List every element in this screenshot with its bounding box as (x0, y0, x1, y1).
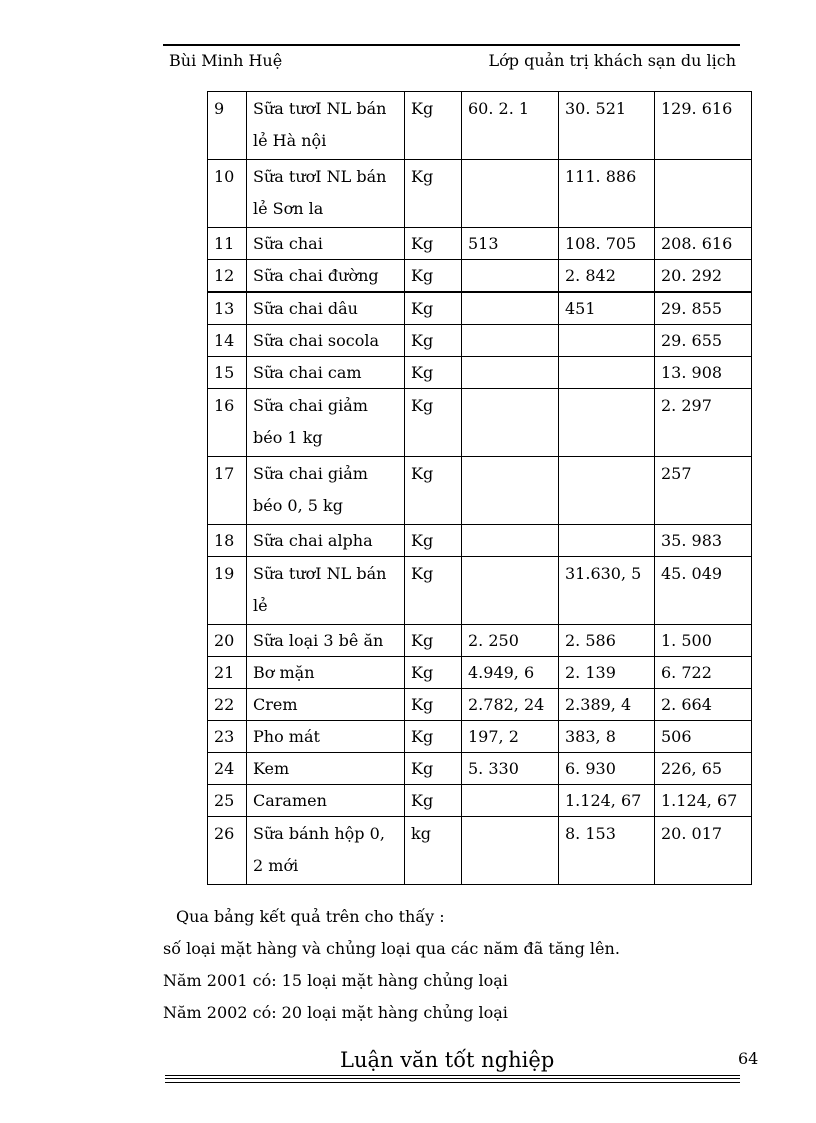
value-col2 (559, 357, 655, 389)
summary-line-2001: Năm 2001 có: 15 loại mặt hàng chủng loại (163, 971, 508, 990)
value-col3 (655, 160, 752, 228)
page-number: 64 (738, 1049, 759, 1068)
product-name: Sữa chai cam (247, 357, 405, 389)
value-col3: 1. 500 (655, 625, 752, 657)
value-col3: 226, 65 (655, 753, 752, 785)
product-name: Sữa chai alpha (247, 525, 405, 557)
value-col2 (559, 525, 655, 557)
table-row (208, 357, 752, 389)
table-row (208, 292, 752, 325)
table-row (208, 525, 752, 557)
value-col2: 383, 8 (559, 721, 655, 753)
row-number: 17 (208, 457, 247, 525)
unit: Kg (405, 785, 462, 817)
row-number: 16 (208, 389, 247, 457)
unit: Kg (405, 260, 462, 293)
value-col1 (462, 457, 559, 525)
value-col1 (462, 260, 559, 293)
row-number: 24 (208, 753, 247, 785)
page-header (163, 44, 740, 76)
table-row (208, 721, 752, 753)
row-number: 19 (208, 557, 247, 625)
product-name: Sữa loại 3 bê ăn (247, 625, 405, 657)
table-row (208, 753, 752, 785)
unit: Kg (405, 721, 462, 753)
value-col1 (462, 160, 559, 228)
header-course: Lớp quản trị khách sạn du lịch (488, 51, 736, 70)
product-name: Sữa tươI NL bán lẻ Hà nội (247, 92, 405, 160)
value-col1 (462, 817, 559, 885)
row-number: 23 (208, 721, 247, 753)
header-author: Bùi Minh Huệ (169, 51, 283, 70)
value-col3: 129. 616 (655, 92, 752, 160)
row-number: 22 (208, 689, 247, 721)
table-row (208, 785, 752, 817)
row-number: 14 (208, 325, 247, 357)
value-col3: 208. 616 (655, 228, 752, 260)
value-col2: 451 (559, 292, 655, 325)
value-col3: 45. 049 (655, 557, 752, 625)
value-col2: 108. 705 (559, 228, 655, 260)
unit: Kg (405, 525, 462, 557)
footer-rule (165, 1075, 740, 1083)
row-number: 25 (208, 785, 247, 817)
row-number: 20 (208, 625, 247, 657)
unit: Kg (405, 160, 462, 228)
unit: Kg (405, 657, 462, 689)
row-number: 12 (208, 260, 247, 293)
unit: Kg (405, 228, 462, 260)
product-name: Kem (247, 753, 405, 785)
table-row (208, 92, 752, 160)
table-row (208, 457, 752, 525)
value-col3: 20. 017 (655, 817, 752, 885)
unit: Kg (405, 457, 462, 525)
row-number: 21 (208, 657, 247, 689)
value-col2 (559, 457, 655, 525)
value-col3: 6. 722 (655, 657, 752, 689)
value-col3: 13. 908 (655, 357, 752, 389)
product-name: Sữa chai giảm béo 0, 5 kg (247, 457, 405, 525)
product-name: Sữa chai socola (247, 325, 405, 357)
value-col1: 2.782, 24 (462, 689, 559, 721)
value-col2 (559, 389, 655, 457)
value-col2: 2.389, 4 (559, 689, 655, 721)
value-col2: 8. 153 (559, 817, 655, 885)
value-col2: 2. 139 (559, 657, 655, 689)
value-col1: 197, 2 (462, 721, 559, 753)
value-col1 (462, 325, 559, 357)
value-col2: 2. 586 (559, 625, 655, 657)
row-number: 13 (208, 292, 247, 325)
value-col3: 20. 292 (655, 260, 752, 293)
table-row (208, 389, 752, 457)
summary-line-2002: Năm 2002 có: 20 loại mặt hàng chủng loại (163, 1003, 508, 1022)
value-col3: 35. 983 (655, 525, 752, 557)
value-col2 (559, 325, 655, 357)
product-name: Sữa bánh hộp 0, 2 mới (247, 817, 405, 885)
unit: Kg (405, 357, 462, 389)
unit: Kg (405, 625, 462, 657)
product-name: Pho mát (247, 721, 405, 753)
value-col3: 257 (655, 457, 752, 525)
table-row (208, 625, 752, 657)
product-table (207, 91, 752, 885)
value-col1 (462, 525, 559, 557)
table-row (208, 160, 752, 228)
product-name: Sữa chai (247, 228, 405, 260)
product-name: Bơ mặn (247, 657, 405, 689)
product-name: Sữa tươI NL bán lẻ (247, 557, 405, 625)
summary-intro: Qua bảng kết quả trên cho thấy : (176, 907, 445, 926)
unit: Kg (405, 389, 462, 457)
unit: Kg (405, 325, 462, 357)
table-row (208, 557, 752, 625)
summary-line-growth: số loại mặt hàng và chủng loại qua các năm đã tăng lên. (163, 939, 620, 958)
row-number: 11 (208, 228, 247, 260)
value-col3: 2. 297 (655, 389, 752, 457)
row-number: 26 (208, 817, 247, 885)
product-name: Sữa chai giảm béo 1 kg (247, 389, 405, 457)
value-col1: 513 (462, 228, 559, 260)
unit: kg (405, 817, 462, 885)
value-col1 (462, 357, 559, 389)
product-name: Crem (247, 689, 405, 721)
table-row (208, 657, 752, 689)
value-col2: 1.124, 67 (559, 785, 655, 817)
table-row (208, 689, 752, 721)
unit: Kg (405, 753, 462, 785)
table-row (208, 228, 752, 260)
unit: Kg (405, 292, 462, 325)
table-row (208, 817, 752, 885)
value-col3: 29. 855 (655, 292, 752, 325)
value-col3: 2. 664 (655, 689, 752, 721)
row-number: 10 (208, 160, 247, 228)
row-number: 18 (208, 525, 247, 557)
value-col1 (462, 557, 559, 625)
value-col2: 30. 521 (559, 92, 655, 160)
product-name: Sữa tươI NL bán lẻ Sơn la (247, 160, 405, 228)
product-table-body (208, 92, 752, 885)
value-col1 (462, 292, 559, 325)
product-name: Caramen (247, 785, 405, 817)
table-row (208, 260, 752, 293)
unit: Kg (405, 557, 462, 625)
value-col2: 31.630, 5 (559, 557, 655, 625)
value-col1 (462, 785, 559, 817)
value-col1: 5. 330 (462, 753, 559, 785)
value-col1 (462, 389, 559, 457)
value-col1: 4.949, 6 (462, 657, 559, 689)
unit: Kg (405, 689, 462, 721)
table-row (208, 325, 752, 357)
value-col3: 29. 655 (655, 325, 752, 357)
footer-title: Luận văn tốt nghiệp (340, 1048, 555, 1072)
value-col2: 2. 842 (559, 260, 655, 293)
row-number: 9 (208, 92, 247, 160)
value-col1: 2. 250 (462, 625, 559, 657)
product-name: Sữa chai đường (247, 260, 405, 293)
value-col2: 111. 886 (559, 160, 655, 228)
product-name: Sữa chai dâu (247, 292, 405, 325)
row-number: 15 (208, 357, 247, 389)
value-col1: 60. 2. 1 (462, 92, 559, 160)
unit: Kg (405, 92, 462, 160)
value-col3: 1.124, 67 (655, 785, 752, 817)
value-col3: 506 (655, 721, 752, 753)
value-col2: 6. 930 (559, 753, 655, 785)
